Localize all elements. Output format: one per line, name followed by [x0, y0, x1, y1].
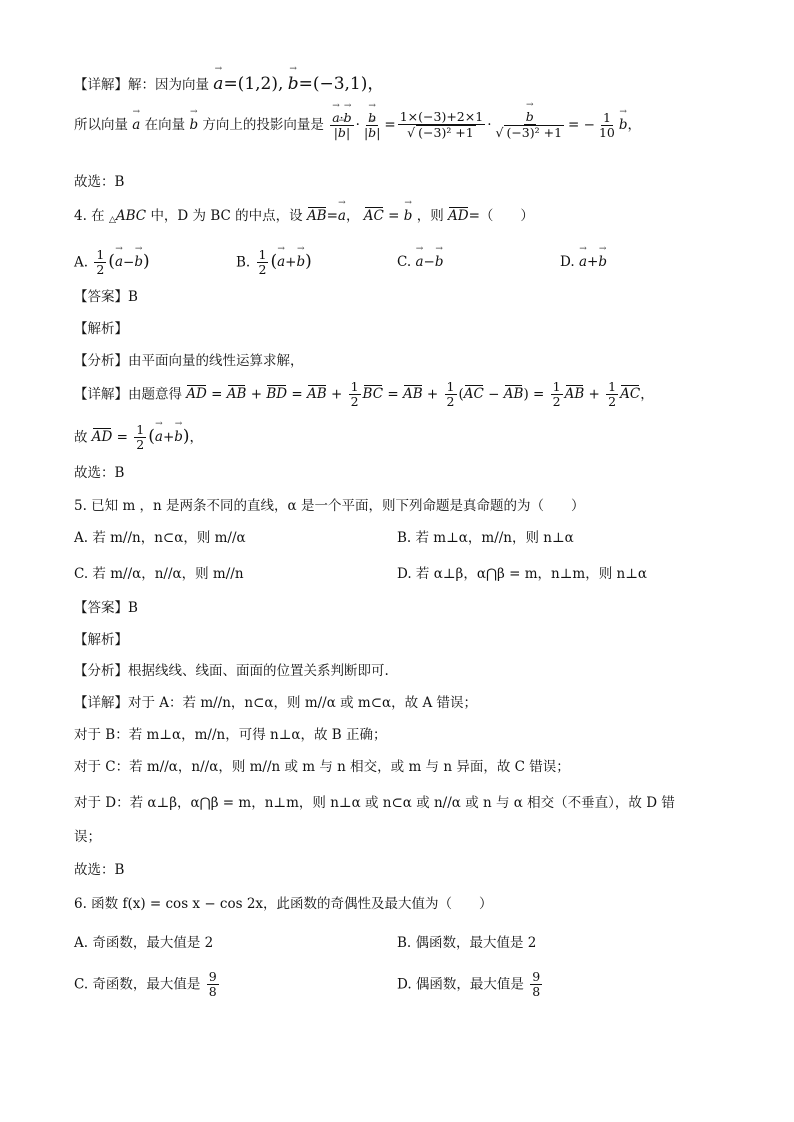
proj-dot-fraction: → $\frac{a\cdot\to b}{|\to b|}$ — [330, 111, 353, 141]
vector-a-value: =(1,2), — [223, 74, 284, 94]
q5-option-b[interactable]: B. 若 m⊥α，m//n，则 n⊥α — [397, 530, 574, 546]
q4-option-a[interactable]: A. $\frac{1}{2}$ (→ a−→ b) — [74, 248, 150, 278]
q5-stem: 5. 已知 m ，n 是两条不同的直线，α 是一个平面，则下列命题是真命题的为（ ） — [74, 498, 585, 514]
q4-stem-c: 中，D 为 BC 的中点，设 — [150, 208, 303, 224]
q4-detail-prefix: 【详解】由题意得 — [74, 386, 182, 403]
q4-choose: 故选：B — [74, 465, 125, 481]
q6-option-c-fraction: $\frac{9}{8}$ — [208, 969, 217, 1000]
q5-option-d[interactable]: D. 若 α⊥β，α⋂β = m，n⊥m，则 n⊥α — [397, 566, 648, 582]
q4-analysis: 【解析】 — [74, 321, 128, 337]
q5-option-c[interactable]: C. 若 m//α，n//α，则 m//n — [74, 566, 244, 582]
q4-conclusion-prefix: 故 — [74, 429, 88, 446]
q4-option-b[interactable]: B. $\frac{1}{2}$ (→ a+→ b) — [236, 248, 312, 278]
vector-b: → b — [619, 117, 628, 133]
option-a-label: A. — [74, 254, 89, 271]
proj-mid1: 在向量 — [144, 116, 186, 133]
q4-conclusion: 故 AD = $\frac{1}{2}$ (→ a+→ b)， — [74, 423, 203, 453]
q5-analysis: 【解析】 — [74, 632, 128, 648]
q6-option-c[interactable] — [74, 970, 221, 1000]
q6-option-b[interactable]: B. 偶函数，最大值是 2 — [397, 935, 537, 951]
vector-b-value: =(−3,1)， — [298, 74, 385, 94]
q6-option-c-prefix: C. 奇函数，最大值是 — [74, 976, 201, 993]
triangle-label: ABC — [115, 208, 147, 224]
q4-option-c[interactable]: C. → a−→ b — [397, 254, 443, 270]
q4-stem-d: ，则 — [416, 208, 444, 224]
proj-prefix: 所以向量 — [74, 116, 128, 133]
q5-option-a[interactable]: A. 若 m//n，n⊂α，则 m//α — [74, 530, 246, 546]
proj-result-fraction: $\frac{1}{10}$ — [598, 109, 615, 140]
q4-stem: 4. 在 △ABC 中，D 为 BC 的中点，设 AB=→ a， AC = → b ，则 AD=（ ） — [74, 208, 534, 226]
q4-option-d[interactable]: D. → a+→ b — [560, 254, 607, 270]
vector-a: → a — [132, 117, 140, 133]
vector-a: → a — [213, 74, 223, 94]
option-c-label: C. — [397, 254, 412, 270]
proj-tail: ， — [627, 116, 642, 133]
q5-choose: 故选：B — [74, 862, 125, 878]
q5-fenxi: 【分析】根据线线、线面、面面的位置关系判断即可. — [74, 663, 389, 679]
proj-result: = − — [568, 116, 595, 133]
q5-detail-d1: 对于 D：若 α⊥β，α⋂β = m，n⊥m，则 n⊥α 或 n⊂α 或 n//α 或 n 与 α 相交（不垂直），故 D 错 — [74, 795, 675, 811]
q6-stem: 6. 函数 f(x) = cos x − cos 2x，此函数的奇偶性及最大值为（ ） — [74, 896, 493, 912]
q4-detail: 【详解】由题意得 AD = AB + BD = AB + $\frac{1}{2}$ BC = AB + $\frac{1}{2}$ (AC − AB) = $\frac{1}{2}$ AB + $\frac{1}{2}$ AC， — [74, 379, 654, 410]
q3-answer: 故选：B — [74, 174, 125, 190]
proj-unit-fraction-2: → $\frac{b}{\text{√ (−3)² +1}}$ — [493, 110, 566, 141]
proj-unit-fraction: → $\frac{b}{|\to b|}$ — [362, 111, 382, 141]
proj-value-fraction: $\frac{1\times(-3)+2\times 1}{\text{√ (−3)² +1}}$ — [399, 109, 484, 141]
q5-detail-b: 对于 B：若 m⊥α，m//n，可得 n⊥α，故 B 正确； — [74, 727, 387, 743]
q3-detail-line — [74, 74, 384, 94]
q6-option-d[interactable] — [397, 970, 544, 1000]
q5-detail-d2: 误； — [74, 829, 101, 845]
q6-option-d-prefix: D. 偶函数，最大值是 — [397, 976, 524, 993]
option-d-label: D. — [560, 254, 575, 270]
q3-detail-prefix: 【详解】解：因为向量 — [74, 77, 209, 93]
proj-mid2: 方向上的投影向量是 — [202, 116, 324, 133]
q4-stem-e: =（ ） — [468, 208, 534, 224]
vector-b: → b — [288, 74, 299, 94]
option-b-label: B. — [236, 254, 251, 271]
q6-option-a[interactable]: A. 奇函数，最大值是 2 — [74, 935, 214, 951]
q5-answer: 【答案】B — [74, 600, 138, 616]
q6-option-d-fraction: $\frac{9}{8}$ — [532, 969, 541, 1000]
vector-b: → b — [189, 117, 198, 133]
q4-answer: 【答案】B — [74, 289, 138, 305]
q4-stem-a: 4. 在 — [74, 208, 105, 224]
q3-projection-line: 所以向量 → a 在向量 → b 方向上的投影向量是 → $\frac{a\cdot\to b}{|\to b|}$ · → $\frac{b}{|\to b|}$ = $\frac{1\times(-3)+2\times 1}{\text{√ (−3)² +1}}$ · → $\frac{b}{\text{√ (−3)² +1}}$ = − $\frac{1}{10}$ → b， — [74, 110, 641, 141]
q4-fenxi: 【分析】由平面向量的线性运算求解， — [74, 353, 304, 369]
q5-detail-a: 【详解】对于 A：若 m//n，n⊂α，则 m//α 或 m⊂α，故 A 错误； — [74, 695, 477, 711]
q5-detail-c: 对于 C：若 m//α，n//α，则 m//n 或 m 与 n 相交，或 m 与 n 异面，故 C 错误； — [74, 759, 570, 775]
